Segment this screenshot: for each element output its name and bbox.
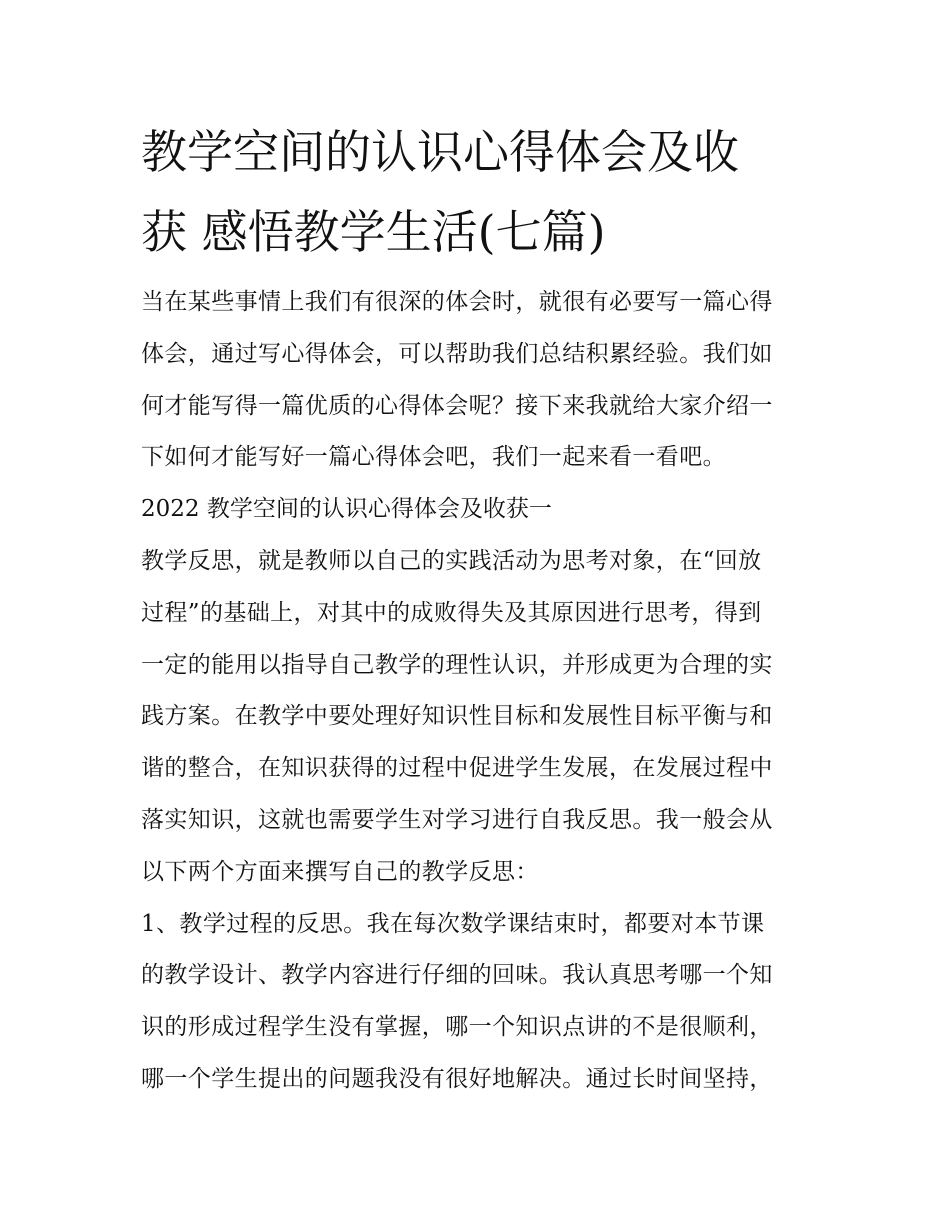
body-line: 教学反思，就是教师以自己的实践活动为思考对象，在“回放 <box>141 547 762 574</box>
body-line: 当在某些事情上我们有很深的体会时，就很有必要写一篇心得 <box>141 289 773 315</box>
body-line: 以下两个方面来撰写自己的教学反思： <box>141 858 539 885</box>
section-heading: 2022 教学空间的认识心得体会及收获一 <box>141 496 552 523</box>
document-body <box>141 277 821 1106</box>
body-line: 哪一个学生提出的问题我没有很好地解决。通过长时间坚持， <box>141 1065 773 1092</box>
title-line-2: 获 感悟教学生活(七篇) <box>141 205 606 259</box>
body-line: 1、教学过程的反思。我在每次数学课结束时，都要对本节课 <box>141 910 765 937</box>
body-line: 体会，通过写心得体会，可以帮助我们总结积累经验。我们如 <box>141 340 773 367</box>
body-line: 识的形成过程学生没有掌握，哪一个知识点讲的不是很顺利， <box>141 1014 773 1041</box>
title-line-1: 教学空间的认识心得体会及收 <box>141 125 739 179</box>
body-line: 践方案。在教学中要处理好知识性目标和发展性目标平衡与和 <box>141 703 773 730</box>
body-line: 何才能写得一篇优质的心得体会呢？接下来我就给大家介绍一 <box>141 392 773 419</box>
body-line: 谐的整合，在知识获得的过程中促进学生发展，在发展过程中 <box>141 755 773 782</box>
body-line: 下如何才能写好一篇心得体会吧，我们一起来看一看吧。 <box>141 444 726 471</box>
body-line: 落实知识，这就也需要学生对学习进行自我反思。我一般会从 <box>141 806 773 833</box>
body-line: 过程”的基础上，对其中的成败得失及其原因进行思考，得到 <box>141 599 762 626</box>
document-title <box>141 112 841 272</box>
body-line: 一定的能用以指导自己教学的理性认识，并形成更为合理的实 <box>141 651 773 678</box>
body-line: 的教学设计、教学内容进行仔细的回味。我认真思考哪一个知 <box>141 962 773 989</box>
